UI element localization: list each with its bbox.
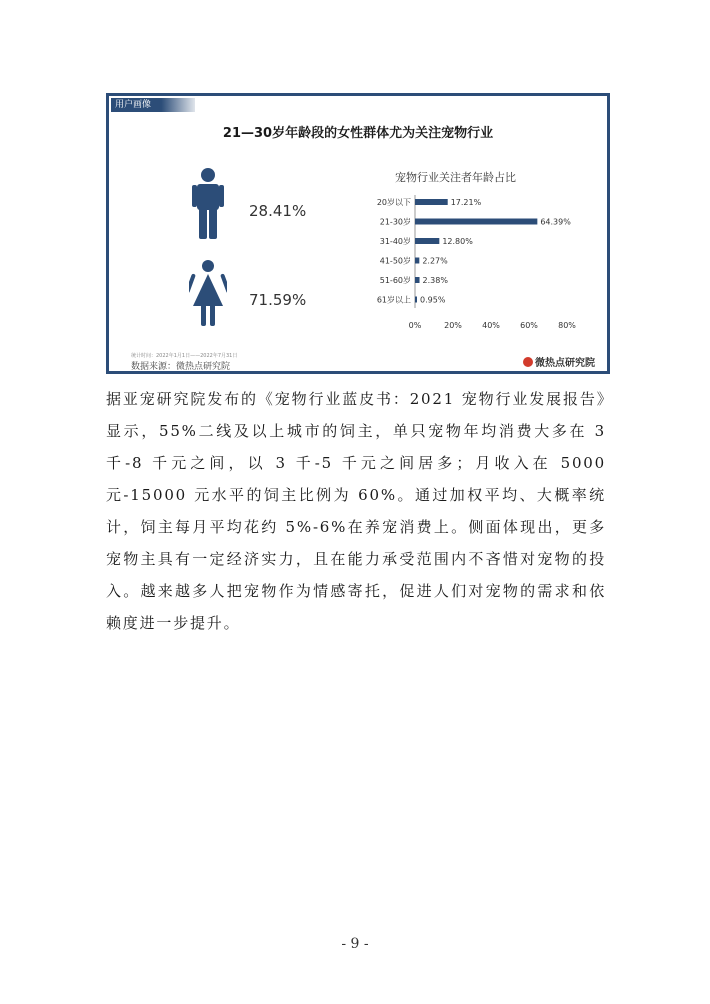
female-percent: 71.59% [249,291,307,309]
data-label: 64.39% [540,217,571,227]
bar [415,199,448,205]
y-tick-label: 51-60岁 [379,276,411,285]
bar [415,258,419,264]
bar [415,277,420,283]
x-tick-label: 80% [558,321,576,330]
data-label: 12.80% [442,237,473,246]
bar [415,297,417,303]
female-stat [109,258,329,348]
logo-text: 微热点研究院 [535,358,595,369]
bar [415,219,537,225]
stat-period: 统计时间：2022年1月1日——2022年7月31日 [131,353,238,359]
male-person-icon [191,168,225,240]
male-percent: 28.41% [249,202,307,220]
data-label: 0.95% [420,295,446,305]
x-tick-label: 0% [408,321,422,330]
body-paragraph: 据亚宠研究院发布的《宠物行业蓝皮书：2021 宠物行业发展报告》显示，55%二线及以上城市的饲主，单只宠物年均消费大多在 3 千-8 千元之间，以 3 千-5 千元之间居多；月收入在 5000 元-15000 元水平的饲主比例为 60%。通过加权平均、大概率统计，饲主每月平均花约 5%-6%在养宠消费上。侧面体现出，更多宠物主具有一定经济实力，且在能力承受范围内不吝惜对宠物的投入。越来越多人把宠物作为情感寄托，促进人们对宠物的需求和依赖度进一步提升。 [106,390,606,632]
x-tick-label: 60% [520,321,538,330]
data-source: 数据来源：微热点研究院 [131,362,231,372]
y-tick-label: 21-30岁 [379,217,411,227]
age-bar-chart [355,192,595,332]
publisher-logo [523,354,595,369]
y-tick-label: 31-40岁 [379,237,411,246]
x-tick-label: 40% [482,321,500,330]
logo-icon [523,357,533,367]
data-label: 2.27% [422,256,448,266]
page-number: - 9 - [341,936,369,952]
male-stat [109,168,329,258]
chart-title: 宠物行业关注者年龄占比 [395,171,516,184]
y-tick-label: 20岁以下 [376,198,411,207]
x-tick-label: 20% [444,321,462,330]
y-tick-label: 61岁以上 [376,295,411,305]
user-profile-figure [106,93,610,374]
y-tick-label: 41-50岁 [379,256,411,266]
figure-title: 21—30岁年龄段的女性群体尤为关注宠物行业 [222,126,494,141]
figure-tag: 用户画像 [111,98,195,112]
female-person-icon [189,260,227,326]
data-label: 17.21% [450,198,482,207]
data-label: 2.38% [422,276,448,285]
bar [415,238,439,244]
